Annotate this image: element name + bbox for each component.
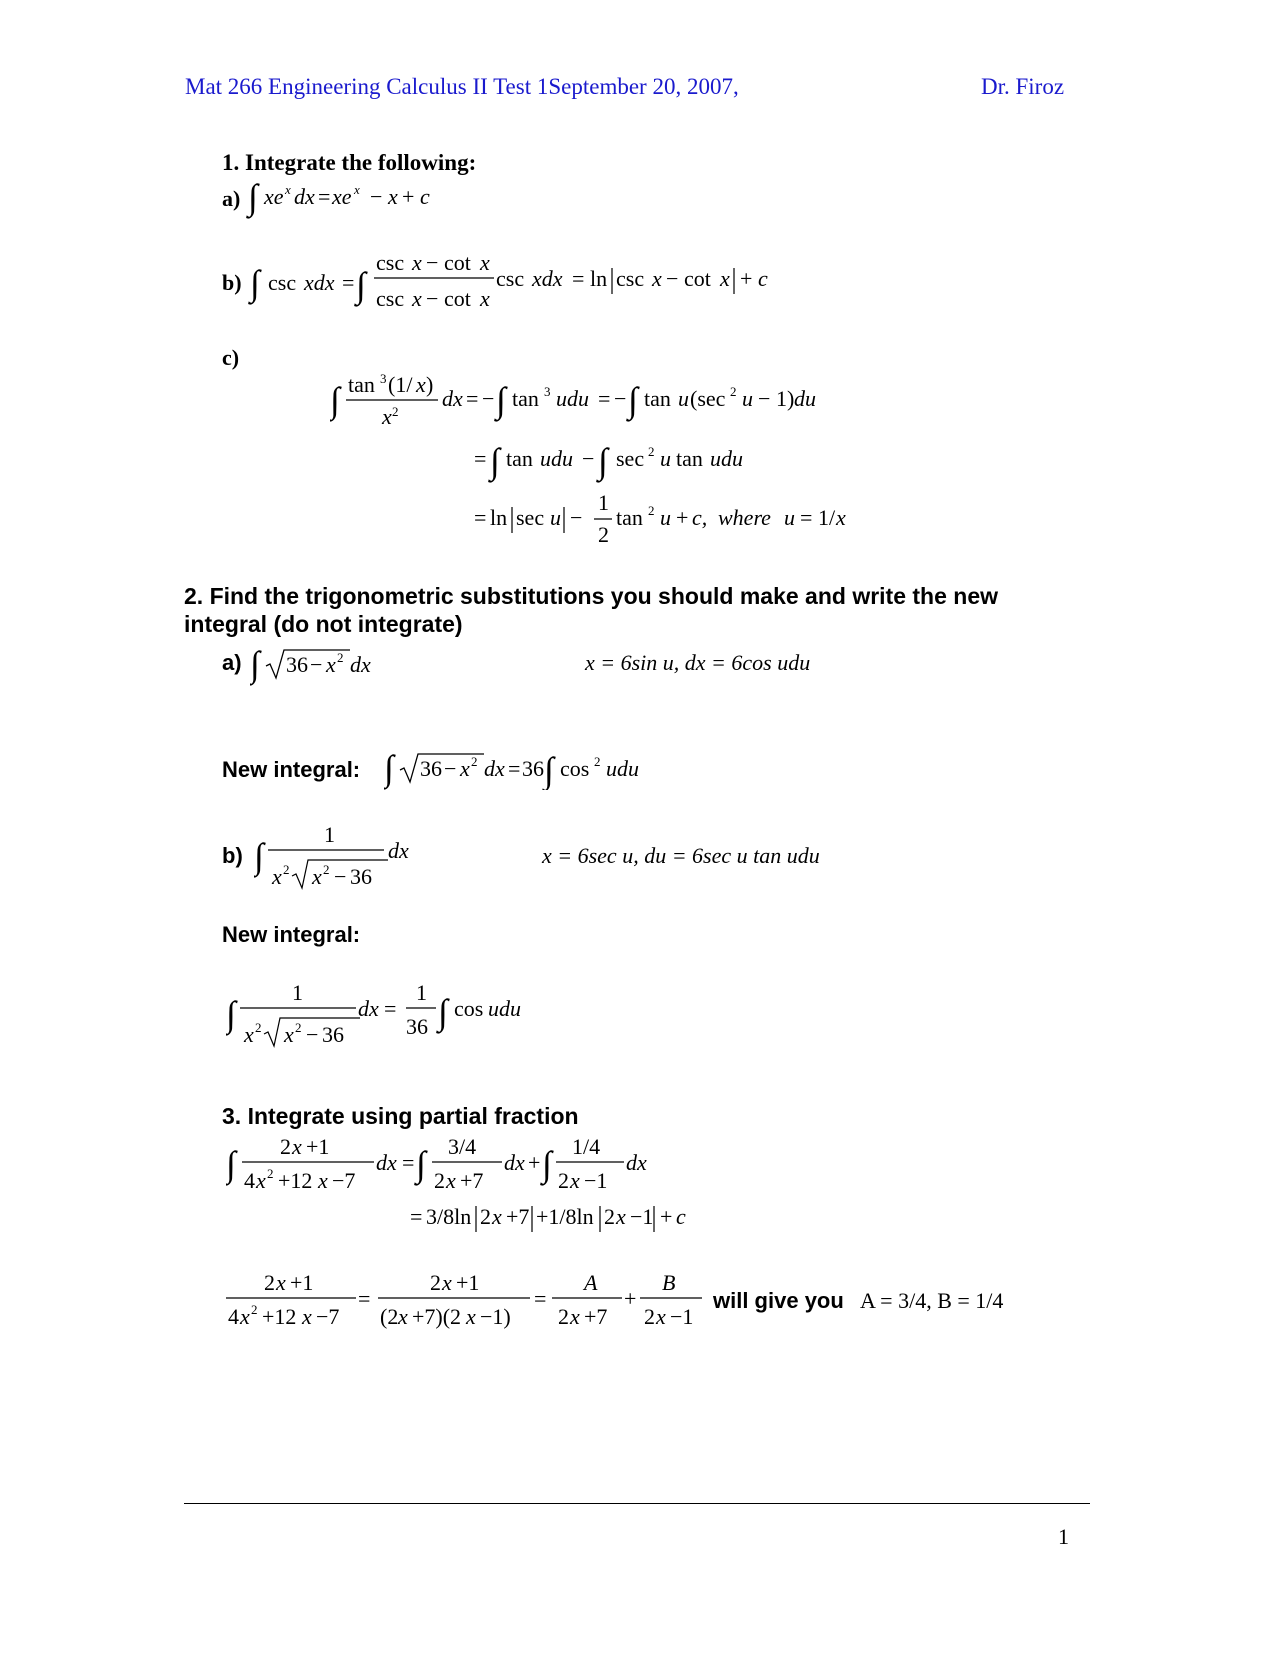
q1c-label: c) [222,345,240,370]
svg-text:udu: udu [488,996,521,1021]
svg-text:2: 2 [251,1302,258,1317]
svg-text:u: u [660,505,671,530]
svg-text:3/8ln: 3/8ln [426,1204,472,1229]
q2b-new-integral [226,980,546,1052]
svg-text:x: x [460,756,470,781]
svg-text:3/4: 3/4 [448,1134,477,1159]
svg-text:1: 1 [292,980,303,1005]
svg-text:udu: udu [710,446,743,471]
question-3-title: 3. Integrate using partial fraction [222,1103,579,1129]
svg-text:−: − [426,250,439,275]
svg-text:+12: +12 [262,1304,297,1329]
svg-text:+: + [624,1286,637,1311]
q3-line2 [406,1198,766,1238]
svg-text:x: x [480,250,490,275]
svg-text:2: 2 [730,384,737,399]
svg-text:−7: −7 [332,1168,356,1193]
svg-text:x: x [302,1304,312,1329]
q1c-line2 [470,440,770,484]
svg-text:+1: +1 [306,1134,330,1159]
svg-text:csc: csc [376,250,405,275]
svg-text:−7: −7 [316,1304,340,1329]
question-2-title: 2. Find the trigonometric substitutions you should make and write the new integral (do not integrate) [184,583,999,637]
q3-decomposition [226,1270,716,1334]
svg-text:tan: tan [616,505,643,530]
svg-text:dx: dx [442,386,463,411]
svg-text:=: = [466,386,479,411]
svg-text:2: 2 [280,1134,291,1159]
svg-text:x: x [354,182,360,197]
svg-text:x: x [285,182,291,197]
svg-text:x: x [466,1304,476,1329]
svg-text:x: x [312,864,322,889]
svg-text:sec: sec [616,446,645,471]
svg-text:c: c [676,1204,686,1229]
svg-text:tan: tan [506,446,533,471]
svg-text:−1): −1) [480,1304,511,1329]
svg-text:(1/: (1/ [388,372,413,397]
svg-text:dx: dx [388,838,409,863]
svg-text:tan: tan [348,372,375,397]
svg-text:+7)(2: +7)(2 [412,1304,462,1329]
svg-text:csc: csc [616,266,645,291]
svg-text:+7: +7 [506,1204,530,1229]
svg-text:tan: tan [512,386,539,411]
header-course: Mat 266 Engineering Calculus II Test 1September 20, 2007, [185,74,739,99]
svg-text:c,: c, [692,505,708,530]
svg-text:c: c [420,184,430,209]
svg-text:x: x [256,1168,266,1193]
svg-text:∫: ∫ [356,265,366,305]
header-instructor: Dr. Firoz [981,74,1065,99]
svg-text:=: = [534,1286,547,1311]
q2a-label: a) [222,650,242,675]
svg-text:x: x [412,286,422,311]
svg-text:2: 2 [434,1168,445,1193]
svg-text:x: x [398,1304,408,1329]
svg-text:+: + [528,1150,541,1175]
svg-text:2: 2 [598,522,609,547]
q2b-label: b) [222,843,243,868]
svg-text:(2: (2 [380,1304,399,1329]
q1b-label: b) [222,270,242,295]
svg-text:csc: csc [496,266,525,291]
svg-text:−1: −1 [670,1304,694,1329]
svg-text:x: x [836,505,846,530]
svg-text:u: u [742,386,753,411]
svg-text:=: = [384,996,397,1021]
svg-text:=: = [318,184,331,209]
svg-text:36: 36 [286,652,308,677]
footer-rule [184,1503,1090,1504]
q2b-new-label: New integral: [222,922,361,947]
svg-text:∫: ∫ [438,992,448,1032]
svg-text:x: x [416,372,426,397]
svg-text:=: = [572,266,585,291]
svg-text:2: 2 [295,1020,302,1035]
svg-text:∫: ∫ [226,994,236,1034]
svg-text:2: 2 [471,754,478,769]
svg-text:+1: +1 [456,1270,480,1295]
svg-text:2: 2 [267,1166,274,1181]
svg-text:x: x [284,1022,294,1047]
svg-text:=: = [358,1286,371,1311]
svg-text:cos: cos [454,996,484,1021]
svg-text:−: − [444,756,457,781]
svg-text:∫: ∫ [542,1144,552,1184]
svg-text:∫: ∫ [384,748,394,788]
q3-line1 [226,1134,666,1198]
svg-text:+7: +7 [460,1168,484,1193]
svg-text:dx: dx [376,1150,397,1175]
svg-text:tan: tan [644,386,671,411]
svg-text:2: 2 [594,754,601,769]
svg-text:u: u [660,446,671,471]
svg-text:A: A [584,1270,598,1295]
q2a-substitution: x = 6sin u, dx = 6cos udu [585,650,811,675]
svg-text:3: 3 [544,384,551,399]
q2b-integral [254,822,434,894]
svg-text:+: + [660,1204,673,1229]
svg-text:−: − [334,864,347,889]
svg-text:2: 2 [558,1304,569,1329]
svg-text:x: x [244,1022,254,1047]
svg-text:udu: udu [540,446,573,471]
svg-text:dx: dx [350,652,371,677]
svg-text:x: x [326,652,336,677]
svg-text:u: u [678,386,689,411]
svg-text:u: u [784,505,795,530]
svg-text:2: 2 [644,1304,655,1329]
svg-text:ln: ln [490,505,508,530]
svg-text:∫: ∫ [490,441,500,481]
svg-text:+: + [740,266,753,291]
svg-text:x: x [382,404,392,429]
question-1-title: 1. Integrate the following: [222,150,477,175]
svg-text:x: x [570,1304,580,1329]
svg-text:tan: tan [676,446,703,471]
svg-text:=: = [342,270,355,295]
svg-text:xdx: xdx [532,266,563,291]
svg-text:∫: ∫ [598,441,608,481]
svg-text:x: x [446,1168,456,1193]
svg-text:+7: +7 [584,1304,608,1329]
svg-text:ln: ln [590,266,608,291]
svg-text:∫: ∫ [496,380,506,420]
svg-text:=: = [474,446,487,471]
svg-text:dx: dx [504,1150,525,1175]
svg-text:∫: ∫ [330,380,340,420]
q2a-integral [250,640,400,686]
svg-text:36: 36 [522,756,544,781]
svg-text:B: B [662,1270,676,1295]
q1a-label: a) [222,186,241,211]
svg-text:cot: cot [684,266,711,291]
q2a-new-label: New integral: [222,757,361,782]
svg-text:1/: 1/ [818,505,836,530]
svg-text:dx: dx [484,756,505,781]
svg-text:): ) [426,372,434,397]
svg-text:x: x [652,266,662,291]
svg-text:udu: udu [556,386,589,411]
svg-text:36: 36 [420,756,442,781]
svg-text:36: 36 [350,864,372,889]
svg-text:cos: cos [560,756,590,781]
svg-text:2: 2 [337,650,344,665]
svg-text:=: = [800,505,813,530]
svg-text:−1: −1 [630,1204,654,1229]
q1b-formula [244,250,784,320]
svg-text:+12: +12 [278,1168,313,1193]
svg-text:1: 1 [598,492,609,515]
q3-result: A = 3/4, B = 1/4 [860,1288,1004,1313]
svg-text:x: x [272,864,282,889]
svg-text:cot: cot [444,250,471,275]
svg-text:−: − [482,386,495,411]
svg-text:x: x [388,184,398,209]
q2b-substitution: x = 6sec u, du = 6sec u tan udu [542,843,820,868]
svg-text:−: − [582,446,595,471]
svg-text:+: + [676,505,689,530]
svg-text:2: 2 [264,1270,275,1295]
svg-text:2: 2 [480,1204,491,1229]
svg-text:+1/8ln: +1/8ln [536,1204,594,1229]
svg-text:x: x [570,1168,580,1193]
svg-text:∫: ∫ [628,380,638,420]
svg-text:∫: ∫ [544,750,554,790]
svg-text:2: 2 [430,1270,441,1295]
svg-text:3: 3 [380,372,387,386]
svg-text:u: u [550,505,561,530]
svg-text:36: 36 [406,1014,428,1039]
svg-text:∫: ∫ [250,644,260,684]
svg-text:2: 2 [392,404,399,419]
svg-text:1: 1 [324,822,335,847]
svg-text:x: x [276,1270,286,1295]
svg-text:xe: xe [264,184,284,209]
svg-text:xe: xe [332,184,352,209]
svg-text:−: − [758,386,771,411]
svg-text:where: where [718,505,771,530]
q3-will-give: will give you [713,1288,844,1313]
page-number: 1 [1058,1524,1069,1549]
svg-text:2: 2 [283,862,290,877]
svg-text:∫: ∫ [226,1144,236,1184]
svg-text:csc: csc [268,270,297,295]
svg-text:(sec: (sec [690,386,726,411]
svg-text:2: 2 [604,1204,615,1229]
svg-text:x: x [318,1168,328,1193]
svg-text:sec: sec [516,505,545,530]
svg-text:=: = [508,756,521,781]
svg-text:x: x [656,1304,666,1329]
svg-text:=: = [598,386,611,411]
svg-text:dx: dx [626,1150,647,1175]
svg-text:+1: +1 [290,1270,314,1295]
svg-text:−1: −1 [584,1168,608,1193]
svg-text:2: 2 [648,503,655,518]
svg-text:csc: csc [376,286,405,311]
svg-text:cot: cot [444,286,471,311]
svg-text:∫: ∫ [254,836,264,876]
svg-text:∫: ∫ [416,1144,426,1184]
svg-text:x: x [442,1270,452,1295]
svg-text:x: x [720,266,730,291]
svg-text:2: 2 [558,1168,569,1193]
svg-text:−: − [310,652,323,677]
integral-sign-icon: ∫ [248,177,258,217]
svg-text:4: 4 [228,1304,239,1329]
svg-text:x: x [616,1204,626,1229]
svg-text:−: − [370,184,383,209]
svg-text:+: + [402,184,415,209]
svg-text:=: = [402,1150,415,1175]
svg-text:=: = [474,505,487,530]
q1c-line3 [470,492,890,556]
svg-text:2: 2 [648,444,655,459]
q1a-formula [240,176,460,222]
svg-text:36: 36 [322,1022,344,1047]
svg-text:−: − [570,505,583,530]
svg-text:du: du [794,386,816,411]
svg-text:dx: dx [358,996,379,1021]
svg-text:2: 2 [255,1020,262,1035]
svg-text:=: = [410,1204,423,1229]
svg-text:xdx: xdx [304,270,335,295]
svg-text:c: c [758,266,768,291]
svg-text:x: x [492,1204,502,1229]
svg-text:x: x [480,286,490,311]
svg-text:x: x [292,1134,302,1159]
svg-text:x: x [412,250,422,275]
q2a-new-integral [384,744,664,790]
q1c-line1 [330,372,870,432]
svg-text:−: − [306,1022,319,1047]
svg-text:−: − [426,286,439,311]
svg-text:4: 4 [244,1168,255,1193]
svg-text:−: − [666,266,679,291]
svg-text:1: 1 [416,980,427,1005]
svg-text:−: − [614,386,627,411]
svg-text:1/4: 1/4 [572,1134,601,1159]
svg-text:udu: udu [606,756,639,781]
svg-text:2: 2 [323,862,330,877]
svg-text:1): 1) [776,386,795,411]
svg-text:x: x [240,1304,250,1329]
svg-text:∫: ∫ [250,263,260,303]
svg-text:dx: dx [294,184,315,209]
